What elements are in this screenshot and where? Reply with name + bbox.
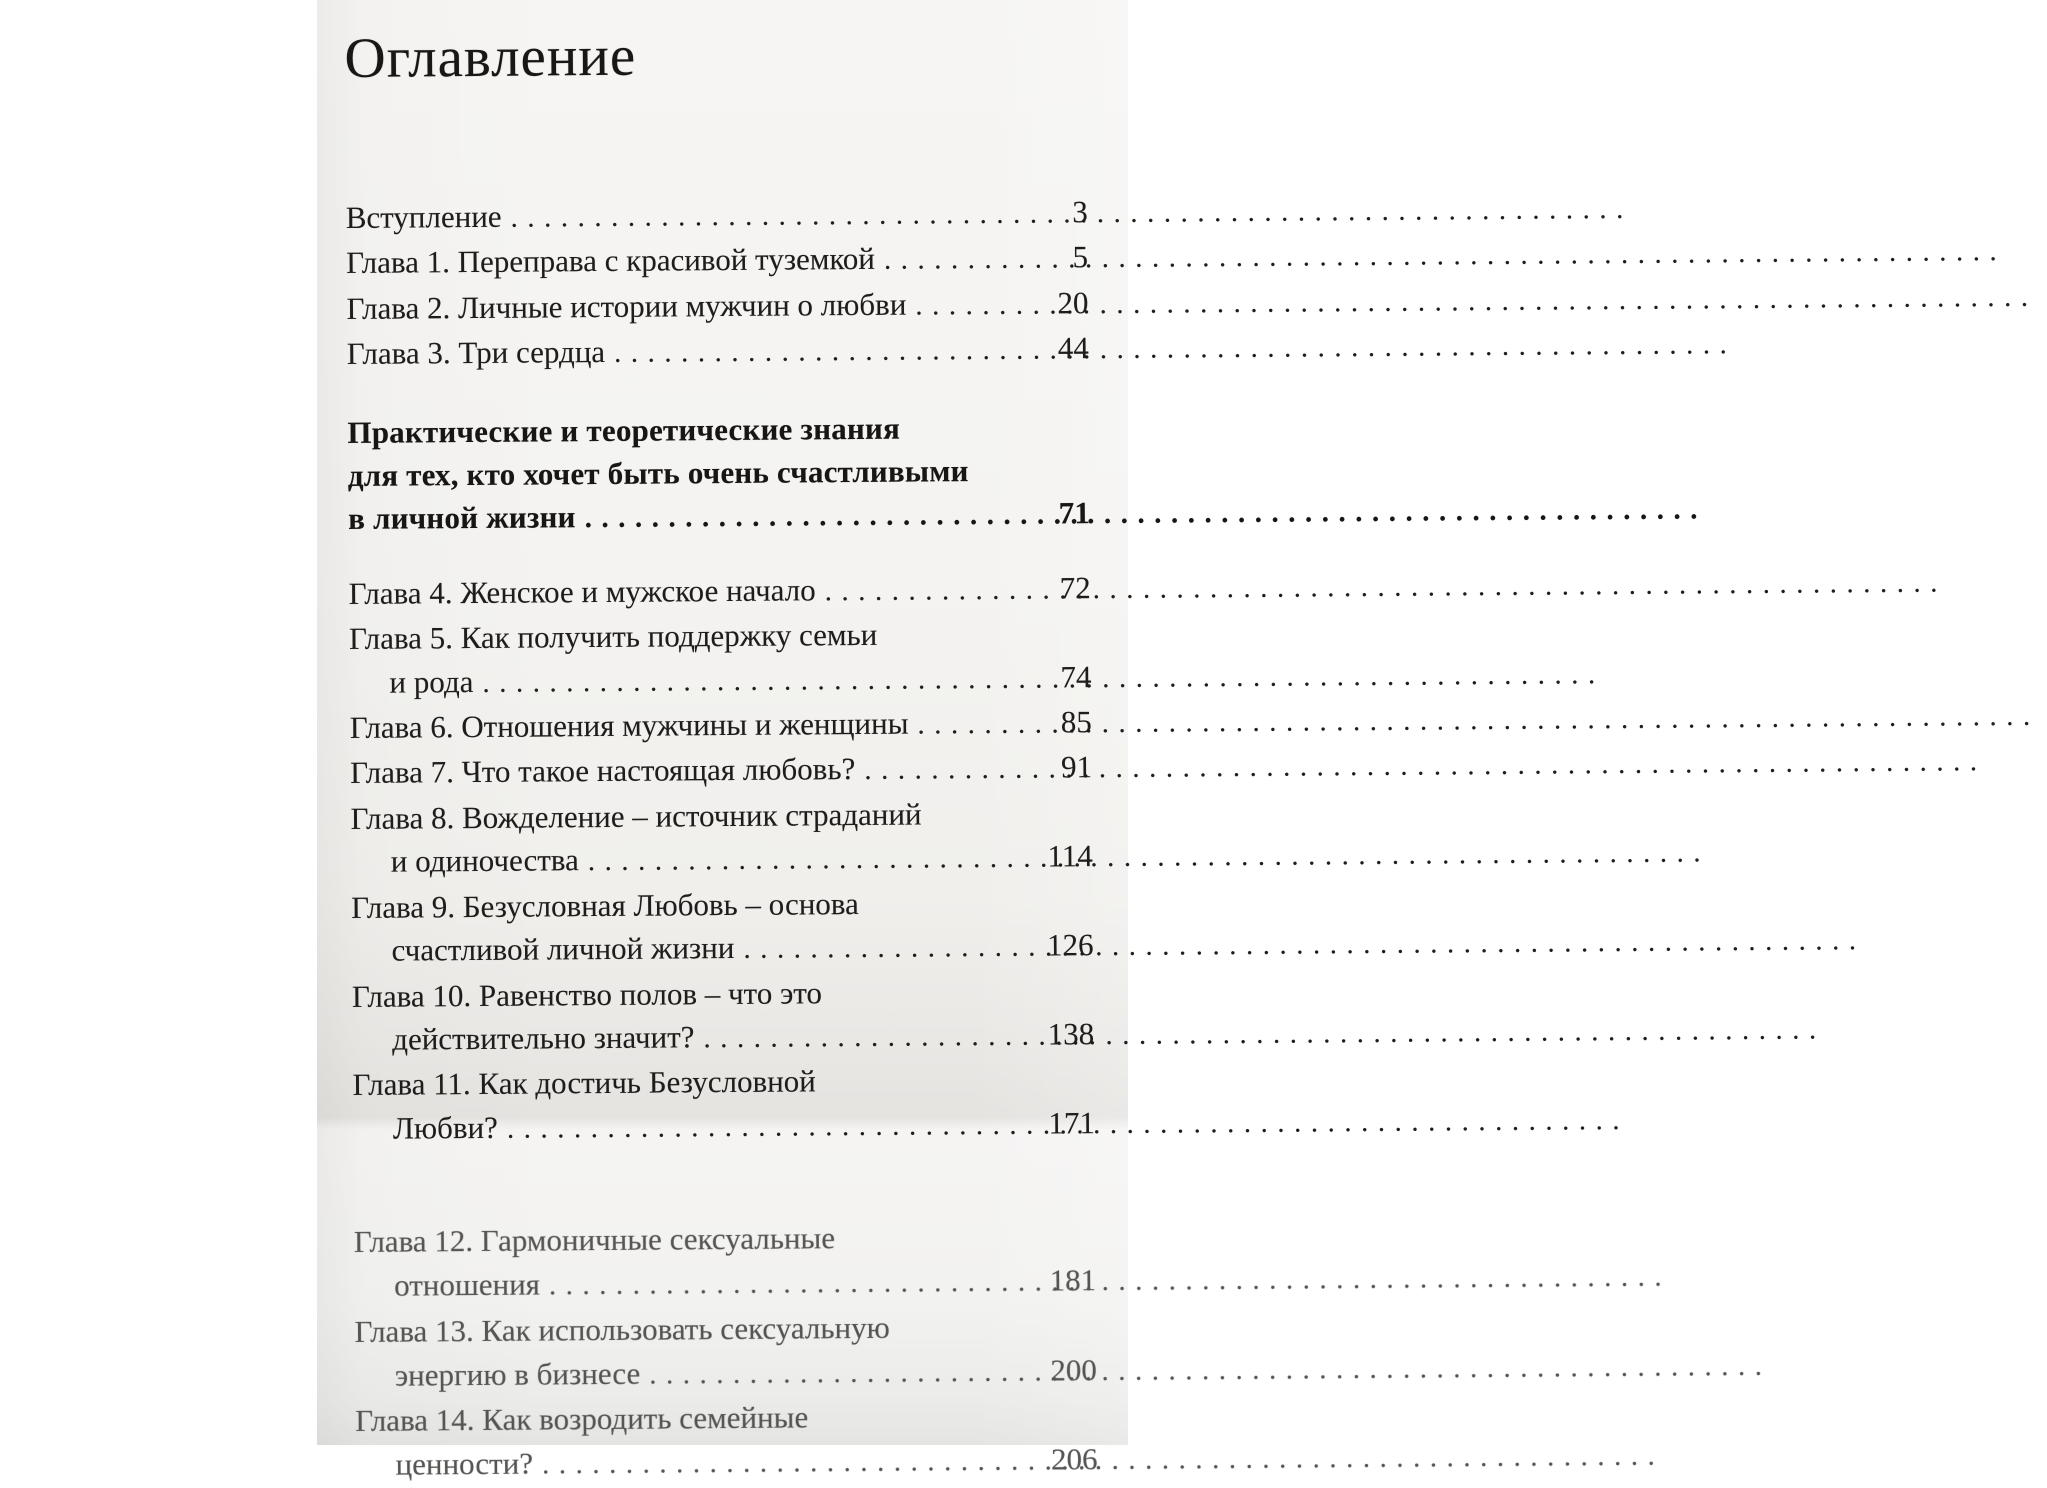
toc-line [351, 923, 1093, 974]
toc-page-number: 44 [1057, 330, 1089, 366]
toc-line [347, 405, 1089, 454]
toc-line-text: для тех, кто хочет быть очень счастливыми [347, 453, 969, 494]
toc-section-intro [346, 190, 1089, 377]
toc-line [346, 281, 1088, 332]
toc-page-number: 138 [1047, 1016, 1095, 1052]
toc-page-number: 171 [1048, 1104, 1096, 1141]
toc-line [355, 1437, 1097, 1488]
toc-line-text: Глава 9. Безусловная Любовь – основа [351, 885, 859, 925]
toc-page-number: 114 [1047, 838, 1093, 874]
toc-dot-leader [507, 1101, 1045, 1151]
toc-line [349, 611, 1091, 660]
toc-line-text: и рода [389, 663, 474, 700]
toc-line [354, 1258, 1096, 1309]
toc-line-text: Глава 11. Как достичь Безусловной [352, 1063, 816, 1103]
toc-line-text: Глава 10. Равенство полов – что это [351, 974, 823, 1014]
toc-dot-leader [614, 327, 1051, 376]
toc-line [353, 1101, 1095, 1152]
toc-page-number: 126 [1046, 927, 1094, 963]
toc-line-text: Глава 7. Что такое настоящая любовь? [349, 751, 856, 791]
toc-page-number: 71 [1058, 495, 1091, 531]
toc-page-number: 200 [1050, 1351, 1097, 1388]
toc-page-number: 91 [1060, 749, 1093, 785]
toc-line [346, 190, 1088, 241]
toc-page-number: 72 [1059, 570, 1091, 606]
toc-dot-leader [825, 566, 1053, 613]
toc-page-number: 181 [1049, 1262, 1097, 1298]
toc-line-text: Глава 3. Три сердца [346, 334, 606, 372]
toc-dot-leader [703, 1012, 1044, 1060]
toc-dot-leader [549, 1259, 1046, 1308]
toc-line [347, 326, 1089, 377]
toc-line-text: ценности? [395, 1445, 534, 1482]
toc-dot-leader [649, 1348, 1046, 1396]
toc-line-text: отношения [394, 1266, 541, 1303]
toc-line-text: Глава 2. Личные истории мужчин о любви [346, 286, 907, 326]
toc-line-text: действительно значит? [392, 1019, 695, 1057]
toc-line [351, 834, 1093, 885]
toc-line-text: в личной жизни [347, 499, 576, 537]
toc-dot-leader [542, 1438, 1047, 1487]
toc-dot-leader [743, 924, 1043, 972]
toc-line [352, 1057, 1094, 1106]
toc-line-text: Глава 8. Вожделение – источник страданий [350, 796, 922, 836]
table-of-contents [344, 0, 1098, 1488]
toc-line-text: счастливой личной жизни [391, 930, 735, 968]
toc-dot-leader [584, 492, 1052, 541]
toc-dot-leader [917, 701, 1054, 747]
toc-line-text: Глава 13. Как использовать сексуальную [354, 1309, 890, 1349]
toc-dot-leader [864, 746, 1054, 793]
toc-line-text: Глава 1. Переправа с красивой туземкой [345, 241, 876, 281]
toc-line-text: Практические и теоретические знания [347, 410, 901, 450]
toc-line [352, 969, 1094, 1018]
toc-section-faded-bottom [354, 1214, 1098, 1488]
toc-line-text: Любви? [392, 1109, 499, 1146]
toc-dot-leader [884, 236, 1051, 283]
toc-line [346, 236, 1088, 287]
toc-line-text: Глава 4. Женское и мужское начало [348, 572, 816, 611]
toc-page-number: 20 [1057, 284, 1089, 321]
toc-line-text: и одиночества [390, 842, 579, 879]
toc-line [349, 655, 1091, 706]
toc-line-text: Глава 12. Гармоничные сексуальные [353, 1220, 836, 1260]
toc-page-number: 74 [1060, 658, 1092, 695]
toc-line [354, 1214, 1096, 1264]
toc-line-text: Глава 14. Как возродить семейные [355, 1399, 809, 1438]
toc-line [351, 880, 1093, 929]
toc-dot-leader [510, 190, 1049, 240]
toc-line-text: энергию в бизнесе [394, 1355, 641, 1393]
toc-page-number: 206 [1050, 1441, 1098, 1477]
page-title: Оглавление [344, 24, 637, 91]
toc-line-text: Глава 5. Как получить поддержку семьи [348, 617, 878, 657]
toc-line [350, 700, 1092, 751]
toc-line-text: Глава 6. Отношения мужчины и женщины [349, 705, 909, 746]
toc-line [355, 1393, 1097, 1443]
toc-line [348, 448, 1090, 497]
toc-section-part-heading [347, 405, 1090, 543]
toc-dot-leader [588, 835, 1044, 884]
toc-line [350, 791, 1092, 840]
book-page [317, 0, 1128, 1482]
toc-line [355, 1348, 1097, 1399]
toc-line-text: Вступление [345, 198, 502, 235]
toc-page-number: 5 [1072, 239, 1089, 275]
toc-line [349, 566, 1091, 617]
toc-dot-leader [915, 281, 1050, 327]
toc-page-number: 85 [1060, 704, 1092, 740]
toc-line [348, 492, 1090, 543]
toc-line [354, 1304, 1096, 1354]
toc-section-chapters [349, 566, 1096, 1152]
toc-dot-leader [482, 655, 1053, 705]
toc-page-number: 3 [1072, 194, 1088, 230]
toc-line [350, 746, 1092, 797]
toc-line [352, 1012, 1094, 1063]
